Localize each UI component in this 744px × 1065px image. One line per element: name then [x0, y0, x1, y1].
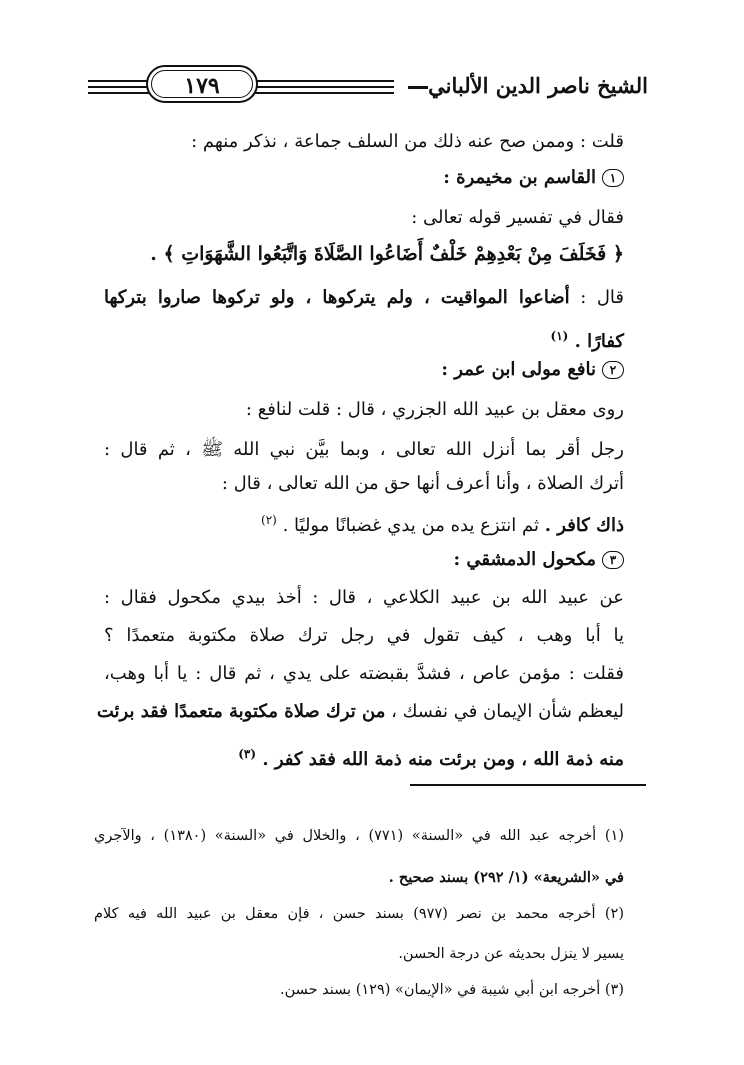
quran-verse: ﴿ فَخَلَفَ مِنْ بَعْدِهِمْ خَلْفٌ أَضَاعُوا الصَّلَاةَ وَاتَّبَعُوا الشَّهَوَاتِ ﴾ . [150, 243, 624, 265]
section-title: نافع مولى ابن عمر : [441, 359, 596, 380]
page-number-badge [146, 65, 258, 103]
quote-text: أضاعوا المواقيت ، ولم يتركوها ، ولو تركوها صاروا بتركها [104, 287, 570, 308]
footnote-divider [410, 784, 646, 786]
text-line: قلت : وممن صح عنه ذلك من السلف جماعة ، نذكر منهم : [191, 131, 624, 152]
footnote-line: (١) أخرجه عبد الله في «السنة» (٧٧١) ، والخلال في «السنة» (١٣٨٠) ، والآجري [94, 828, 625, 844]
footnote-line: (٣) أخرجه ابن أبي شيبة في «الإيمان» (١٢٩) بسند حسن. [279, 982, 624, 998]
text-segment: قال : [580, 287, 624, 308]
quote-text: منه ذمة الله ، ومن برئت منه ذمة الله فقد كفر . [262, 749, 624, 770]
text-line: فقلت : مؤمن عاص ، فشدَّ بقبضته على يدي ، ثم قال : يا أبا وهب، [104, 663, 624, 684]
running-title-box [394, 68, 656, 104]
text-segment: ليعظم شأن الإيمان في نفسك ، [391, 701, 624, 722]
text-line: رجل أقر بما أنزل الله تعالى ، وبما بيَّن نبي الله ﷺ ، ثم قال : [104, 439, 624, 460]
text-line: فقال في تفسير قوله تعالى : [411, 207, 624, 228]
text-line [104, 506, 624, 536]
section-number-badge: ٣ [602, 551, 624, 569]
footnote-ref: (٣) [238, 747, 257, 761]
text-line [104, 322, 624, 352]
section-title: القاسم بن مخيمرة : [443, 167, 596, 188]
text-line: عن عبيد الله بن عبيد الكلاعي ، قال : أخذ بيدي مكحول فقال : [104, 587, 624, 608]
text-line [96, 698, 624, 728]
footnote-ref: (٢) [261, 513, 277, 527]
section-heading [104, 164, 624, 194]
running-title: الشيخ ناصر الدين الألباني [428, 73, 648, 98]
section-number-badge: ٢ [602, 361, 624, 379]
quote-text: كفارًا . [574, 331, 624, 352]
footnote-line: يسير لا ينزل بحديثه عن درجة الحسن. [398, 946, 624, 962]
text-segment: ثم انتزع يده من يدي غضبانًا موليًا . [282, 515, 540, 536]
text-line [104, 284, 624, 314]
quote-text: ذاك كافر . [544, 515, 624, 536]
footnote-ref: (١) [550, 329, 569, 343]
page-header [88, 64, 656, 108]
text-line: يا أبا وهب ، كيف تقول في رجل ترك صلاة مكتوبة متعمدًا ؟ [104, 625, 624, 646]
quote-text: من ترك صلاة مكتوبة متعمدًا فقد برئت [96, 701, 386, 722]
text-line [104, 740, 624, 770]
footnote-line: (٢) أخرجه محمد بن نصر (٩٧٧) بسند حسن ، فإن معقل بن عبيد الله فيه كلام [94, 906, 624, 922]
section-number-badge: ١ [602, 169, 624, 187]
title-dash [408, 86, 428, 89]
section-heading [104, 546, 624, 576]
page-number: ١٧٩ [184, 73, 220, 99]
footnote-line: في «الشريعة» (١/ ٢٩٢) بسند صحيح . [388, 869, 624, 886]
text-line: روى معقل بن عبيد الله الجزري ، قال : قلت لنافع : [245, 399, 624, 420]
text-line: أترك الصلاة ، وأنا أعرف أنها حق من الله تعالى ، قال : [221, 473, 624, 494]
section-heading [104, 356, 624, 386]
section-title: مكحول الدمشقي : [453, 549, 596, 570]
